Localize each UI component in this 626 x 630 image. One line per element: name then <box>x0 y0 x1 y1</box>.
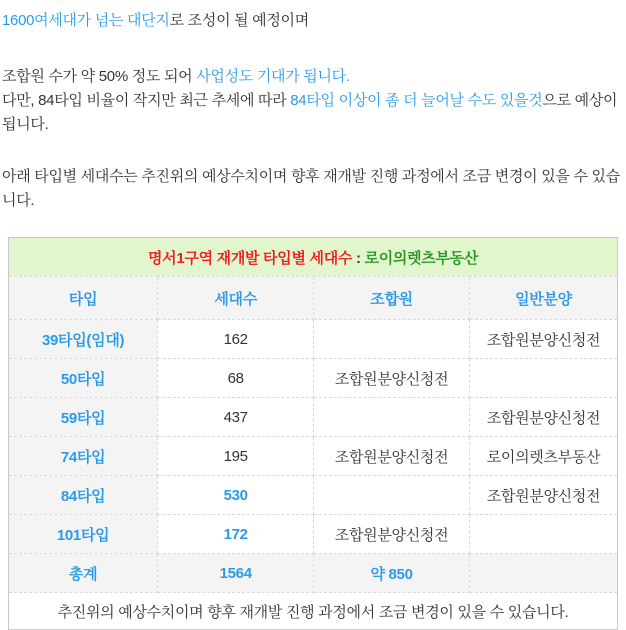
row-type-cell: 101타입 <box>9 515 158 554</box>
paragraph-1 <box>2 9 624 33</box>
highlight-text: 1600여세대가 넘는 대단지 <box>2 12 170 29</box>
row-type-cell: 39타입(임대) <box>9 320 158 359</box>
row-cell: 530 <box>158 476 314 515</box>
table-title-row <box>9 238 618 277</box>
table-row <box>9 437 618 476</box>
row-type-cell: 총계 <box>9 554 158 593</box>
row-cell: 조합원분양신청전 <box>314 359 470 398</box>
table-title-brand: 로이의렛츠부동산 <box>364 249 479 267</box>
row-type-cell: 74타입 <box>9 437 158 476</box>
plain-text: 다만, 84타입 비율이 작지만 최근 추세에 따라 <box>2 92 291 109</box>
plain-text: 로 조성이 될 예정이며 <box>169 12 309 29</box>
row-cell: 195 <box>158 437 314 476</box>
paragraph-2 <box>2 65 624 89</box>
row-type-cell: 59타입 <box>9 398 158 437</box>
table-title-separator: : <box>352 249 365 267</box>
table-title <box>9 238 618 277</box>
row-cell <box>314 398 470 437</box>
plain-text: 조합원 수가 약 50% 정도 되어 <box>2 68 197 85</box>
paragraph-3 <box>2 89 624 137</box>
row-cell: 약 850 <box>314 554 470 593</box>
row-type-cell: 50타입 <box>9 359 158 398</box>
table-row <box>9 398 618 437</box>
row-cell: 조합원분양신청전 <box>469 320 617 359</box>
row-cell: 조합원분양신청전 <box>314 515 470 554</box>
plain-text: 으로 예상이 됩니다. <box>2 92 618 133</box>
column-header-members: 조합원 <box>314 277 470 320</box>
row-cell: 조합원분양신청전 <box>314 437 470 476</box>
table-footer-note: 추진위의 예상수치이며 향후 재개발 진행 과정에서 조금 변경이 있을 수 있습니다. <box>9 593 618 630</box>
row-cell <box>469 515 617 554</box>
column-header-units: 세대수 <box>158 277 314 320</box>
row-cell: 172 <box>158 515 314 554</box>
row-cell <box>469 359 617 398</box>
table-row <box>9 515 618 554</box>
row-cell: 로이의렛츠부동산 <box>469 437 617 476</box>
row-cell: 68 <box>158 359 314 398</box>
table-row <box>9 476 618 515</box>
table-row <box>9 359 618 398</box>
row-cell: 조합원분양신청전 <box>469 398 617 437</box>
table-footer-row <box>9 593 618 630</box>
highlight-text: 사업성도 기대가 됩니다. <box>196 68 350 85</box>
table-title-main: 명서1구역 재개발 타입별 세대수 <box>147 249 353 267</box>
row-cell <box>314 476 470 515</box>
row-cell: 조합원분양신청전 <box>469 476 617 515</box>
table-row <box>9 320 618 359</box>
row-cell <box>314 320 470 359</box>
intro-text <box>0 9 626 213</box>
paragraph-4: 아래 타입별 세대수는 추진위의 예상수치이며 향후 재개발 진행 과정에서 조금 변경이 있을 수 있습니다. <box>2 168 620 209</box>
table-body <box>9 320 618 593</box>
table-row <box>9 554 618 593</box>
row-cell: 162 <box>158 320 314 359</box>
row-cell: 437 <box>158 398 314 437</box>
column-header-general-sale: 일반분양 <box>469 277 617 320</box>
row-cell: 1564 <box>158 554 314 593</box>
table-header-row <box>9 277 618 320</box>
column-header-type: 타입 <box>9 277 158 320</box>
highlight-text: 84타입 이상이 좀 더 늘어날 수도 있을것 <box>290 92 543 109</box>
row-type-cell: 84타입 <box>9 476 158 515</box>
row-cell <box>469 554 617 593</box>
unit-type-table <box>8 237 618 630</box>
